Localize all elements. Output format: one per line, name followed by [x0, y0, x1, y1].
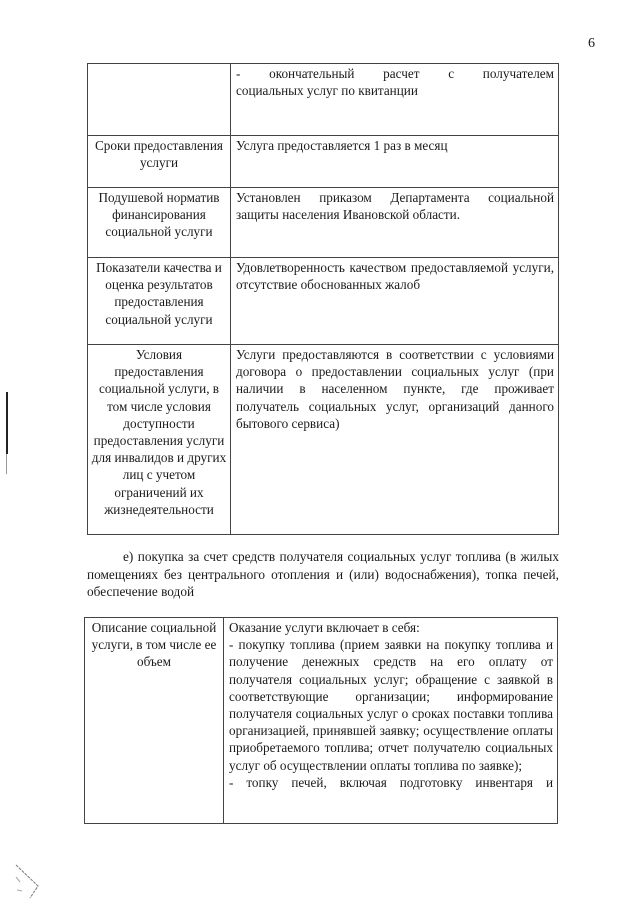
row-label: Сроки предоставления услуги: [88, 136, 231, 188]
table-row: [88, 258, 559, 345]
row-value: Установлен приказом Департамента социальной защиты населения Ивановской области.: [231, 188, 559, 258]
row-label: [88, 64, 231, 136]
table-row: [88, 136, 559, 188]
table-row: [88, 345, 559, 535]
row-value: Удовлетворенность качеством предоставляемой услуги, отсутствие обоснованных жалоб: [231, 258, 559, 345]
section-e-paragraph: [87, 548, 559, 601]
value-line: Оказание услуги включает в себя:: [229, 620, 420, 635]
row-value: Услуги предоставляются в соответствии с условиями договора о предоставлении социальных услуг (при наличии в населенном пункте, где проживает получатель социальных услуг, организаций данного бытового сервиса): [231, 345, 559, 535]
row-label: Описание социальной услуги, в том числе ее объем: [85, 618, 224, 824]
scan-corner-mark-icon: [10, 860, 40, 900]
scan-margin-line-faint: [6, 454, 7, 474]
scan-margin-line: [6, 392, 8, 454]
row-label: Показатели качества и оценка результатов предоставления социальной услуги: [88, 258, 231, 345]
row-label: Подушевой норматив финансирования социальной услуги: [88, 188, 231, 258]
value-line: - окончательный расчет с получателем: [236, 66, 554, 81]
service-table-fuel: [84, 617, 558, 824]
row-value: [224, 618, 558, 824]
row-value: [231, 64, 559, 136]
section-e-text: е) покупка за счет средств получателя социальных услуг топлива (в жилых помещениях без центрального отопления и (или) водоснабжения), топка печей, обеспечение водой: [87, 549, 559, 599]
table-row: [88, 64, 559, 136]
table-row: [85, 618, 558, 824]
row-value: Услуга предоставляется 1 раз в месяц: [231, 136, 559, 188]
table-row: [88, 188, 559, 258]
row-label: Условия предоставления социальной услуги, в том числе условия доступности предоставления услуги для инвалидов и других лиц с учетом ограничений их жизнедеятельности: [88, 345, 231, 535]
service-table-continued: [87, 63, 559, 535]
page-number: 6: [588, 36, 595, 51]
value-line: - покупку топлива (прием заявки на покупку топлива и получение денежных средств на его оплату от получателя социальных услуг; обращение с заявкой в соответствующие организации; информирование получателя социальных услуг о сроках поставки топлива организацией, принявшей заявку; осуществление оплаты приобретаемого топлива; отчет получателю социальных услуг об осуществлении оплаты топлива по заявке);: [229, 637, 553, 773]
value-line: социальных услуг по квитанции: [236, 83, 418, 99]
value-line: - топку печей, включая подготовку инвентаря и: [229, 774, 553, 790]
